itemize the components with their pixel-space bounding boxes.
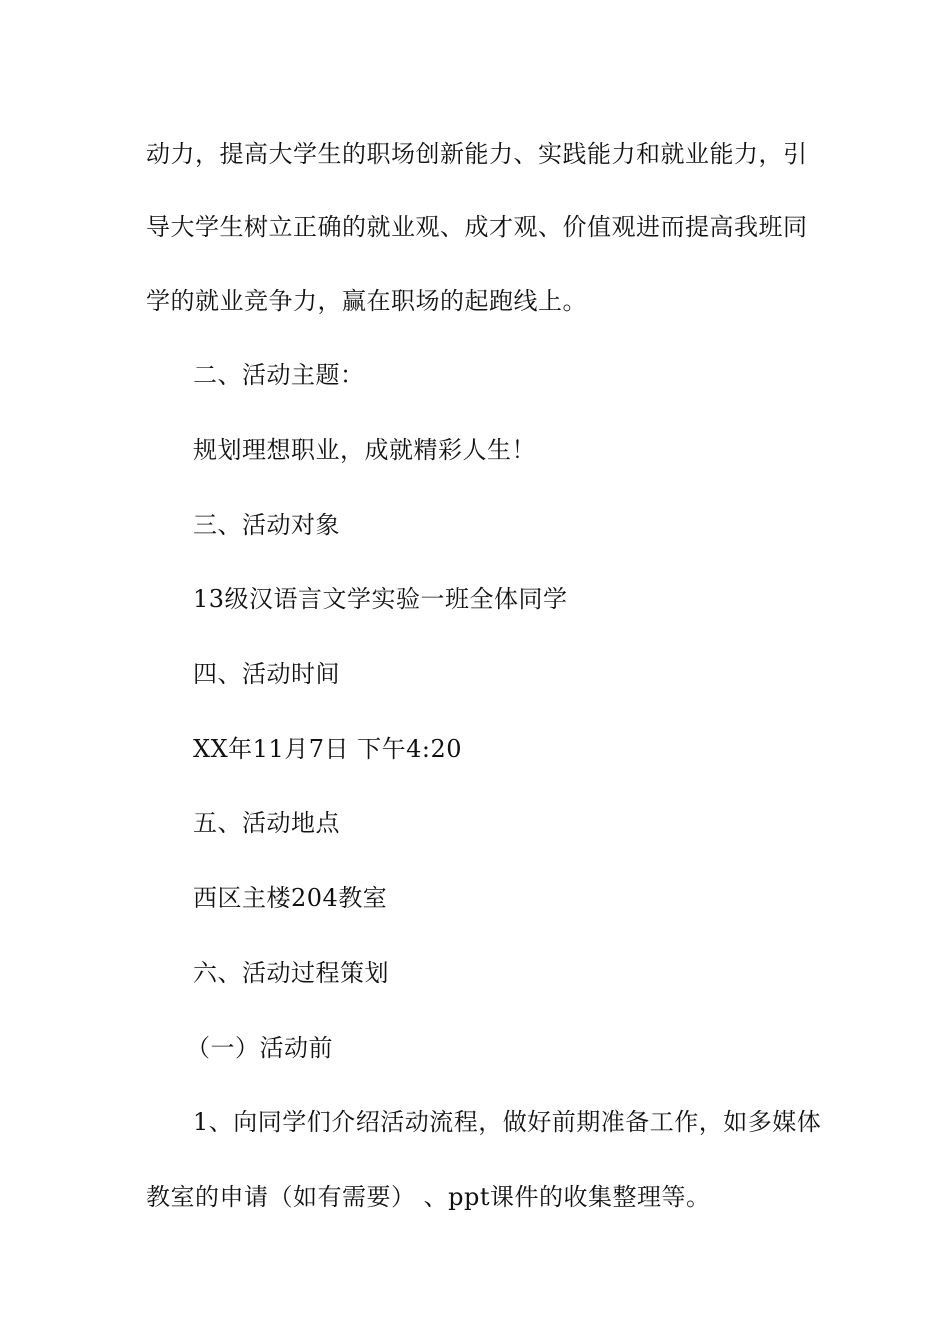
subsection-heading-before: （一）活动前: [186, 1034, 333, 1062]
section-heading-theme: 二、活动主题：: [193, 361, 365, 389]
body-text-line: 导大学生树立正确的就业观、成才观、价值观进而提高我班同: [146, 213, 808, 241]
time-text: XX年11月7日 下午4:20: [193, 735, 463, 763]
section-heading-time: 四、活动时间: [193, 660, 340, 688]
location-text: 西区主楼204教室: [193, 884, 388, 912]
body-text-line: 动力，提高大学生的职场创新能力、实践能力和就业能力，引: [146, 140, 808, 168]
section-heading-audience: 三、活动对象: [193, 511, 340, 539]
theme-text: 规划理想职业，成就精彩人生！: [193, 436, 536, 464]
audience-text: 13级汉语言文学实验一班全体同学: [193, 585, 568, 613]
section-heading-process: 六、活动过程策划: [193, 959, 389, 987]
body-text-line: 学的就业竞争力，赢在职场的起跑线上。: [146, 287, 587, 315]
section-heading-location: 五、活动地点: [193, 809, 340, 837]
body-text-line: 教室的申请（如有需要） 、ppt课件的收集整理等。: [146, 1183, 711, 1211]
body-text-line: 1、向同学们介绍活动流程，做好前期准备工作，如多媒体: [193, 1108, 822, 1136]
